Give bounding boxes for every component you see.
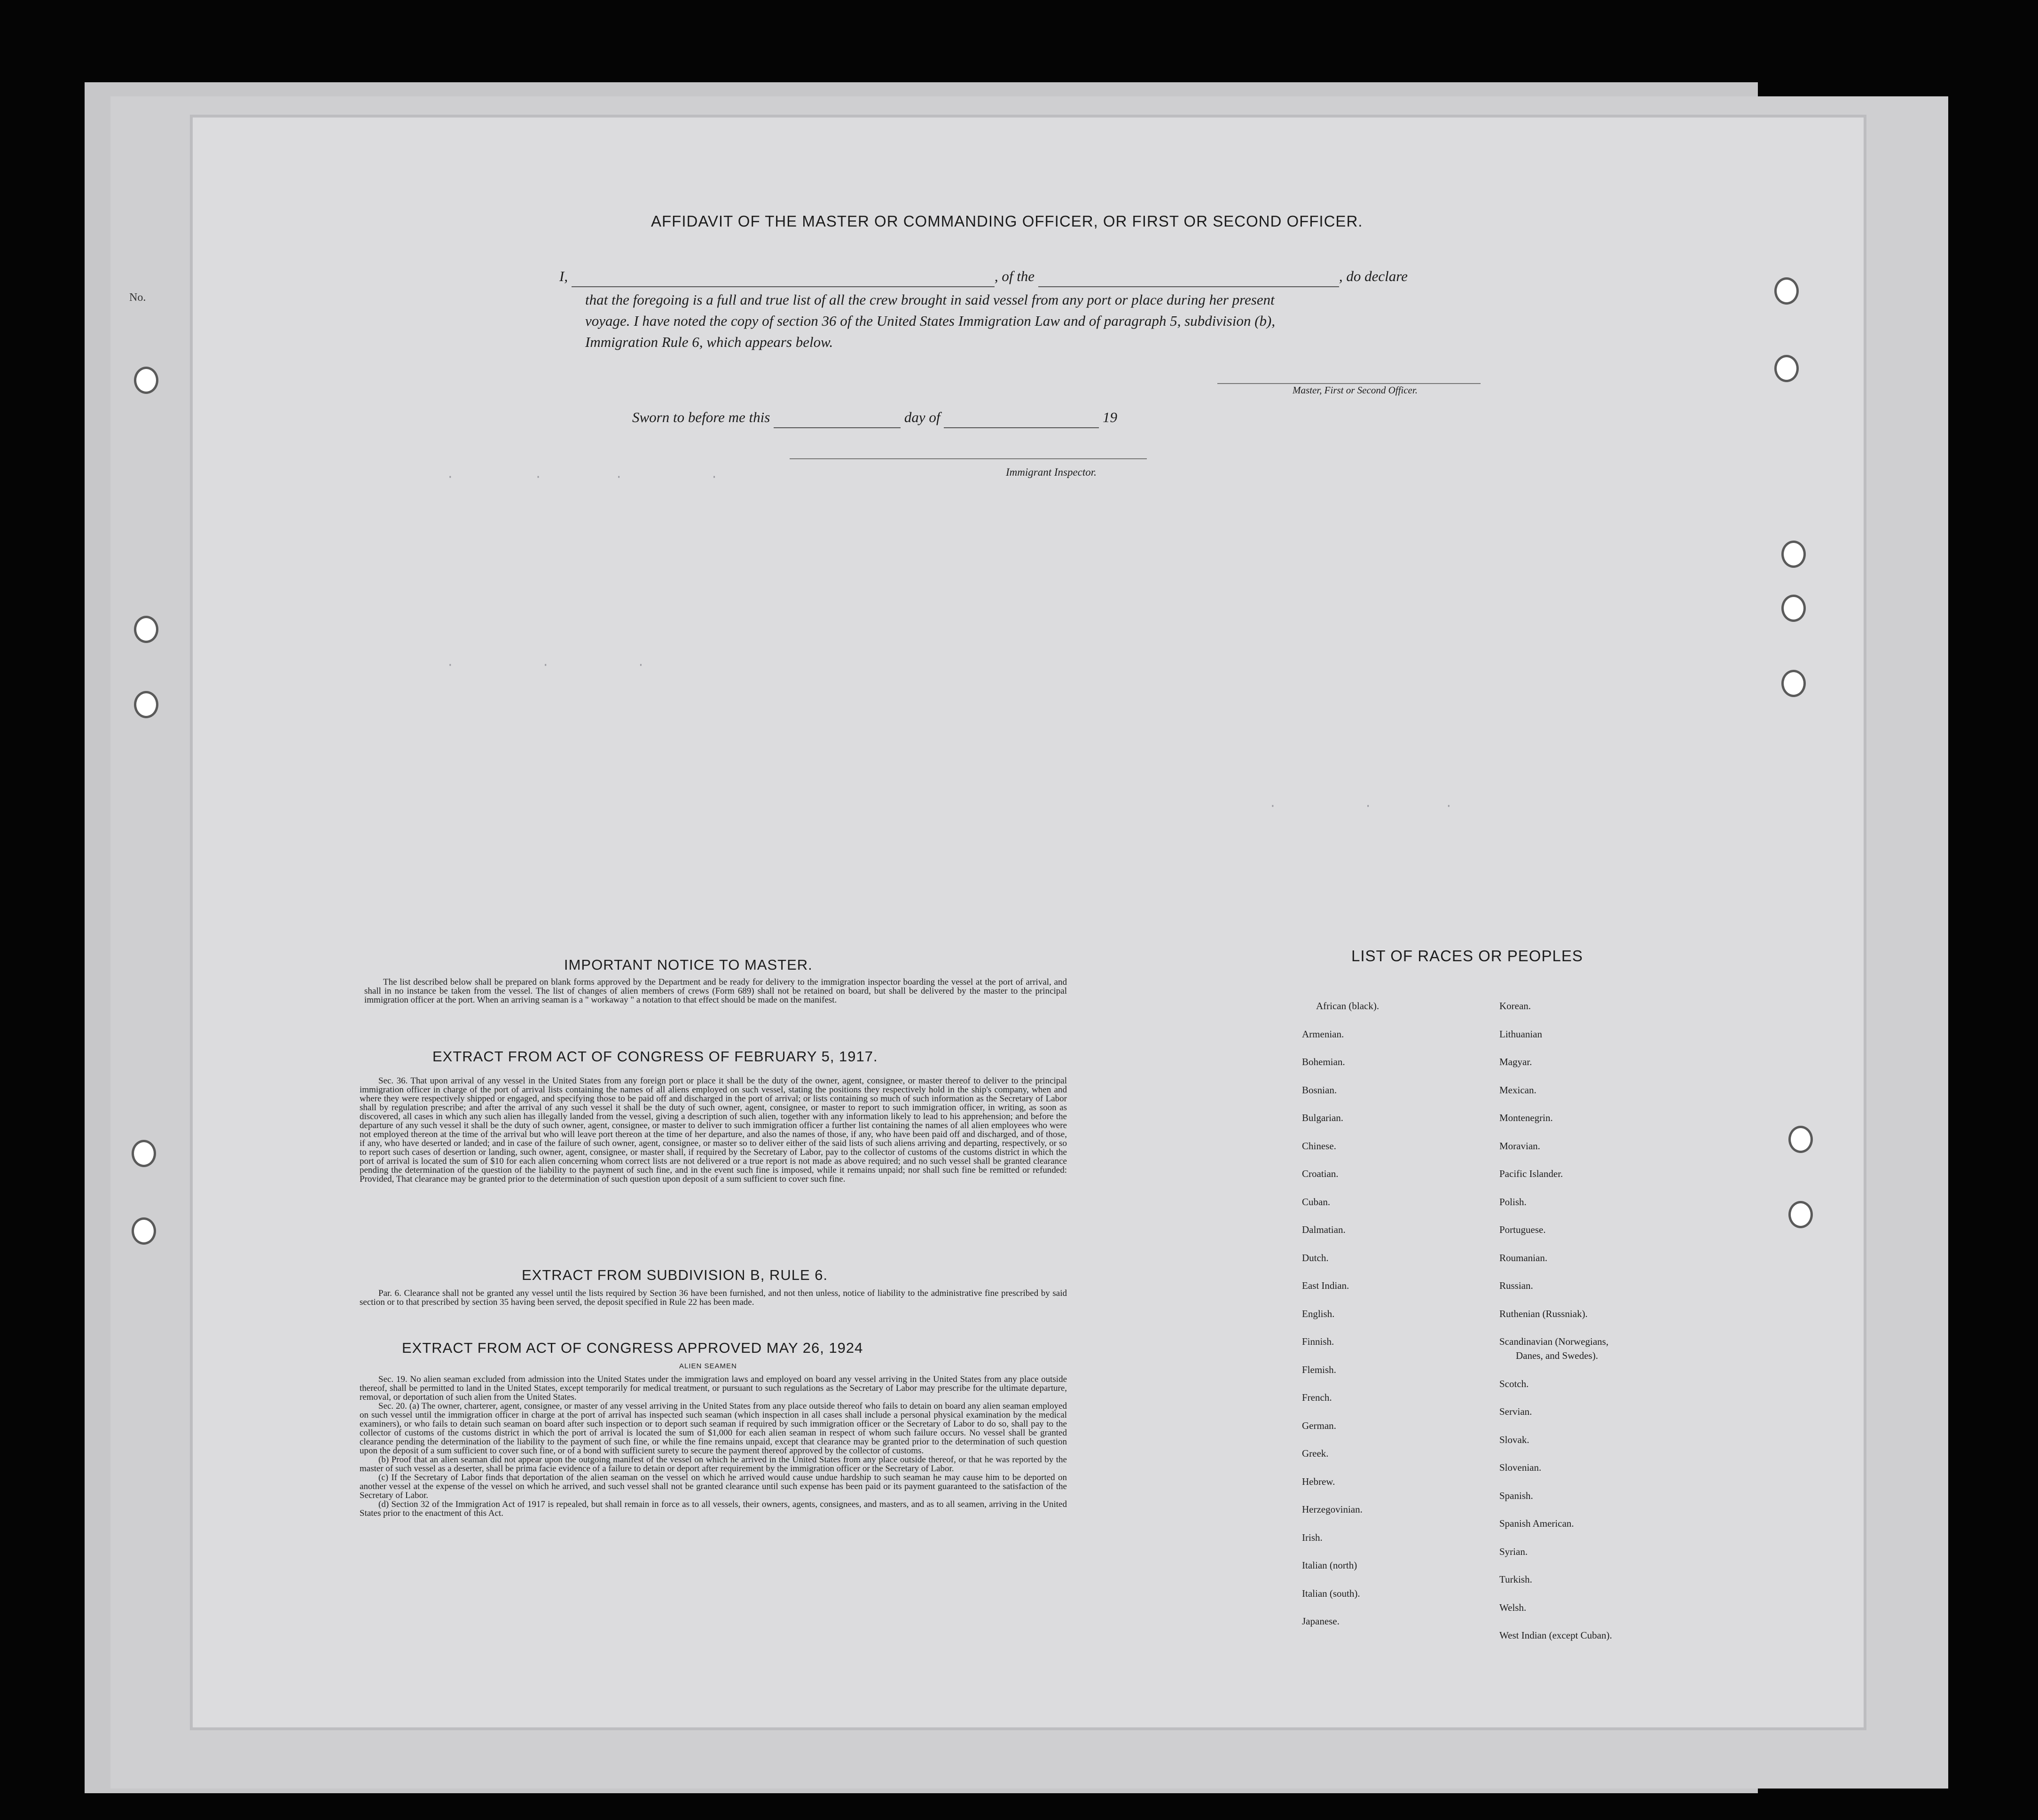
- sworn-day-of: day of: [904, 409, 941, 425]
- punch-hole: [1788, 1126, 1813, 1153]
- extract-1924-sec20b: (b) Proof that an alien seaman did not appear upon the outgoing manifest of the vessel on which he arrived in the United States from any place outside thereof, or that he was reported by the master of such vessel as a deserter, shall be prima facie evidence of a failure to detain or deport after requirement by the immigration officer or the Secretary of Labor.: [360, 1455, 1067, 1474]
- affidavit-i: I,: [559, 268, 568, 284]
- bleed-through-marks: · · ·: [447, 658, 645, 672]
- race-item: Italian (north): [1302, 1560, 1357, 1571]
- underlying-sheet-no-label: No.: [129, 291, 146, 304]
- race-item: Turkish.: [1499, 1574, 1532, 1585]
- race-item: Chinese.: [1302, 1140, 1336, 1152]
- race-item: Moravian.: [1499, 1140, 1540, 1152]
- extract-1924-sec20a: Sec. 20. (a) The owner, charterer, agent, consignee, or master of any vessel arriving in the United States from any place outside thereof who fails to detain on board any alien seaman employed on such vessel until the immigration officer in charge at the port of arrival has inspected such seaman (which inspection in all cases shall include a personal physical examination by the medical examiners), or who fails to detain such seaman on board after such inspection or to deport such seaman if required by such immigration officer or the Secretary of Labor to do so, shall pay to the collector of customs of the customs district in which the port of arrival is located the sum of $1,000 for each alien seaman in respect of whom such failure occurs. No vessel shall be granted clearance pending the determination of the liability to the payment of such fine, or while the fine remains unpaid, except that clearance may be granted prior to the determination of such question upon the deposit of a sum sufficient to cover such fine, or of a bond with sufficient surety to secure the payment thereof approved by the collector of customs.: [360, 1401, 1067, 1456]
- race-item: Japanese.: [1302, 1616, 1340, 1627]
- punch-hole: [132, 1217, 156, 1245]
- race-item: French.: [1302, 1392, 1332, 1403]
- race-item: Dutch.: [1302, 1252, 1329, 1263]
- affidavit-line-3: voyage. I have noted the copy of section 36 of the United States Immigration Law and of paragraph 5, subdivision (b),: [585, 313, 1275, 329]
- punch-hole: [134, 691, 158, 718]
- extract-1924-sec20c: (c) If the Secretary of Labor finds that deportation of the alien seaman on the vessel on which he arrived would cause undue hardship to such seaman he may cause him to be deported on another vessel at the expense of the vessel on which he arrived, and such vessel shall not be granted clearance until such expense has been paid or its payment guaranteed to the satisfaction of the Secretary of Labor.: [360, 1473, 1067, 1500]
- bleed-through-marks: · · ·: [1269, 799, 1453, 813]
- extract-1924-sec20d: (d) Section 32 of the Immigration Act of 1917 is repealed, but shall remain in force as to all vessels, their owners, agents, consignees, and masters, and as to all seamen, arriving in the United States prior to the enactment of this Act.: [360, 1499, 1067, 1518]
- race-item: Armenian.: [1302, 1028, 1344, 1040]
- extract-1924-subtitle: ALIEN SEAMEN: [679, 1362, 737, 1370]
- race-item: Ruthenian (Russniak).: [1499, 1308, 1588, 1319]
- race-item: Pacific Islander.: [1499, 1168, 1563, 1179]
- race-item: African (black).: [1316, 1000, 1380, 1012]
- race-item: Greek.: [1302, 1448, 1329, 1459]
- extract-1917-title: EXTRACT FROM ACT OF CONGRESS OF FEBRUARY 5, 1917.: [432, 1048, 878, 1065]
- punch-hole: [1781, 541, 1806, 568]
- race-item: Roumanian.: [1499, 1252, 1548, 1263]
- punch-hole: [134, 616, 158, 643]
- race-item: Welsh.: [1499, 1601, 1527, 1613]
- sworn-line: [632, 407, 1117, 428]
- punch-hole: [132, 1140, 156, 1167]
- affidavit-line-1: [559, 266, 1408, 287]
- race-item: German.: [1302, 1420, 1336, 1431]
- affidavit-of-the: , of the: [994, 268, 1035, 284]
- race-item: Spanish.: [1499, 1490, 1533, 1501]
- race-item: Syrian.: [1499, 1545, 1528, 1557]
- race-item: West Indian (except Cuban).: [1499, 1630, 1612, 1641]
- notice-title: IMPORTANT NOTICE TO MASTER.: [564, 957, 813, 973]
- affidavit-line-2: that the foregoing is a full and true list of all the crew brought in said vessel from any port or place during her present: [585, 291, 1275, 308]
- race-item: Cuban.: [1302, 1196, 1331, 1208]
- race-item: Portuguese.: [1499, 1224, 1546, 1235]
- race-item: Slovak.: [1499, 1434, 1529, 1445]
- extract-1917-body: [360, 1076, 1067, 1184]
- sworn-label: Sworn to before me this: [632, 409, 770, 425]
- punch-hole: [1788, 1201, 1813, 1228]
- race-item: Polish.: [1499, 1196, 1527, 1208]
- race-item: Scandinavian (Norwegians,: [1499, 1336, 1609, 1347]
- race-item: Mexican.: [1499, 1084, 1536, 1096]
- race-item: Servian.: [1499, 1406, 1532, 1417]
- race-item: Bosnian.: [1302, 1084, 1337, 1096]
- race-item: Italian (south).: [1302, 1587, 1360, 1599]
- notice-body: [364, 978, 1067, 1004]
- affidavit-title: AFFIDAVIT OF THE MASTER OR COMMANDING OFFICER, OR FIRST OR SECOND OFFICER.: [651, 212, 1363, 230]
- race-item: Irish.: [1302, 1531, 1323, 1543]
- race-item: Bulgarian.: [1302, 1112, 1344, 1123]
- race-item: Korean.: [1499, 1000, 1531, 1012]
- sworn-year: 19: [1102, 409, 1117, 425]
- race-item: Herzegovinian.: [1302, 1504, 1363, 1515]
- race-item: Flemish.: [1302, 1364, 1336, 1375]
- affidavit-line-4: Immigration Rule 6, which appears below.: [585, 334, 833, 350]
- punch-hole: [1781, 595, 1806, 622]
- race-item: Lithuanian: [1499, 1028, 1542, 1040]
- race-item: Bohemian.: [1302, 1056, 1345, 1067]
- race-item: Dalmatian.: [1302, 1224, 1346, 1235]
- race-item: Scotch.: [1499, 1378, 1529, 1389]
- races-title: LIST OF RACES OR PEOPLES: [1351, 947, 1583, 965]
- inspector-signature-line[interactable]: [790, 458, 1147, 459]
- extract-1917-paragraph: Sec. 36. That upon arrival of any vessel in the United States from any foreign port or place it shall be the duty of the owner, agent, consignee, or master thereof to deliver to the principal immigration officer in charge of the port of arrival lists containing the names of all aliens employed on such vessel, stating the positions they respectively hold in the ship's company, when and where they were respectively shipped or engaged, and specifying those to be paid off and discharged in the port of arrival; or lists containing so much of such information as the Secretary of Labor shall by regulation prescribe; and after the arrival of any such vessel it shall be the duty of such owner, agent, consignee, or master to report to such immigration officer, in writing, as soon as discovered, all cases in which any such alien has illegally landed from the vessel, giving a description of such alien, together with any information likely to lead to his apprehension; and before the departure of any such vessel it shall be the duty of such owner, agent, consignee, or master to deliver to such immigration officer a further list containing the names of all alien employees who were not employed thereon at the time of the arrival but who will leave port thereon at the time of her departure, and also the names of those, if any, who have been paid off and discharged, and of those, if any, who have deserted or landed; and in case of the failure of such owner, agent, consignee, or master so to deliver either of the said lists of such aliens arriving and departing, respectively, or so to report such cases of desertion or landing, such owner, agent, consignee, or master shall, if required by the Secretary of Labor, pay to the collector of customs of the customs district in which the port of arrival is located the sum of $10 for each alien concerning whom correct lists are not delivered or a true report is not made as above required; and no such vessel shall be granted clearance pending the determination of the question of the liability to the payment of such fine, and in the event such fine is imposed, while it remains unpaid; nor shall such fine be remitted or refunded: Provided, That clearance may be granted prior to the determination of such question upon deposit of a sum sufficient to cover such fine.: [360, 1076, 1067, 1184]
- race-item: East Indian.: [1302, 1280, 1349, 1291]
- race-item: Hebrew.: [1302, 1475, 1335, 1487]
- vessel-name-field[interactable]: [1038, 286, 1339, 287]
- race-item: Danes, and Swedes).: [1516, 1350, 1598, 1361]
- race-item: Finnish.: [1302, 1336, 1334, 1347]
- punch-hole: [1774, 277, 1799, 305]
- extract-rule6-paragraph: Par. 6. Clearance shall not be granted any vessel until the lists required by Section 36 have been furnished, and not then unless, notice of liability to the administrative fine prescribed by said section or to that prescribed by section 35 having been served, the deposit specified in Rule 22 has been made.: [360, 1288, 1067, 1307]
- punch-hole: [1774, 355, 1799, 382]
- bleed-through-marks: · · · ·: [447, 470, 718, 484]
- extract-1924-sec19: Sec. 19. No alien seaman excluded from admission into the United States under the immigration laws and employed on board any vessel arriving in the United States from any place outside thereof, shall be permitted to land in the United States, except temporarily for medical treatment, or pursuant to such regulations as the Secretary of Labor may prescribe for the ultimate departure, removal, or deportation of such alien from the United States.: [360, 1374, 1067, 1402]
- extract-1924-title: EXTRACT FROM ACT OF CONGRESS APPROVED MAY 26, 1924: [402, 1340, 863, 1356]
- race-item: Croatian.: [1302, 1168, 1339, 1179]
- race-item: Montenegrin.: [1499, 1112, 1553, 1123]
- race-item: Spanish American.: [1499, 1518, 1574, 1529]
- race-item: Magyar.: [1499, 1056, 1532, 1067]
- extract-rule6-title: EXTRACT FROM SUBDIVISION B, RULE 6.: [522, 1267, 828, 1283]
- punch-hole: [134, 367, 158, 394]
- extract-rule6-body: [360, 1289, 1067, 1307]
- signature-label: Master, First or Second Officer.: [1293, 384, 1418, 396]
- race-item: English.: [1302, 1308, 1335, 1319]
- notice-paragraph: The list described below shall be prepared on blank forms approved by the Department and be ready for delivery to the immigration inspector boarding the vessel at the port of arrival, and shall in no instance be taken from the vessel. The list of changes of alien members of crews (Form 689) shall not be retained on board, but shall be delivered by the master to the principal immigration officer at the port. When an arriving seaman is a " workaway " a notation to that effect should be made on the manifest.: [364, 977, 1067, 1005]
- punch-hole: [1781, 670, 1806, 697]
- inspector-label: Immigrant Inspector.: [1006, 466, 1097, 478]
- extract-1924-body: [360, 1375, 1067, 1518]
- sworn-day-field[interactable]: [774, 427, 901, 428]
- officer-name-field[interactable]: [572, 286, 995, 287]
- race-item: Slovenian.: [1499, 1462, 1542, 1473]
- race-item: Russian.: [1499, 1280, 1533, 1291]
- affidavit-do-declare: , do declare: [1339, 268, 1408, 284]
- sworn-month-field[interactable]: [944, 427, 1099, 428]
